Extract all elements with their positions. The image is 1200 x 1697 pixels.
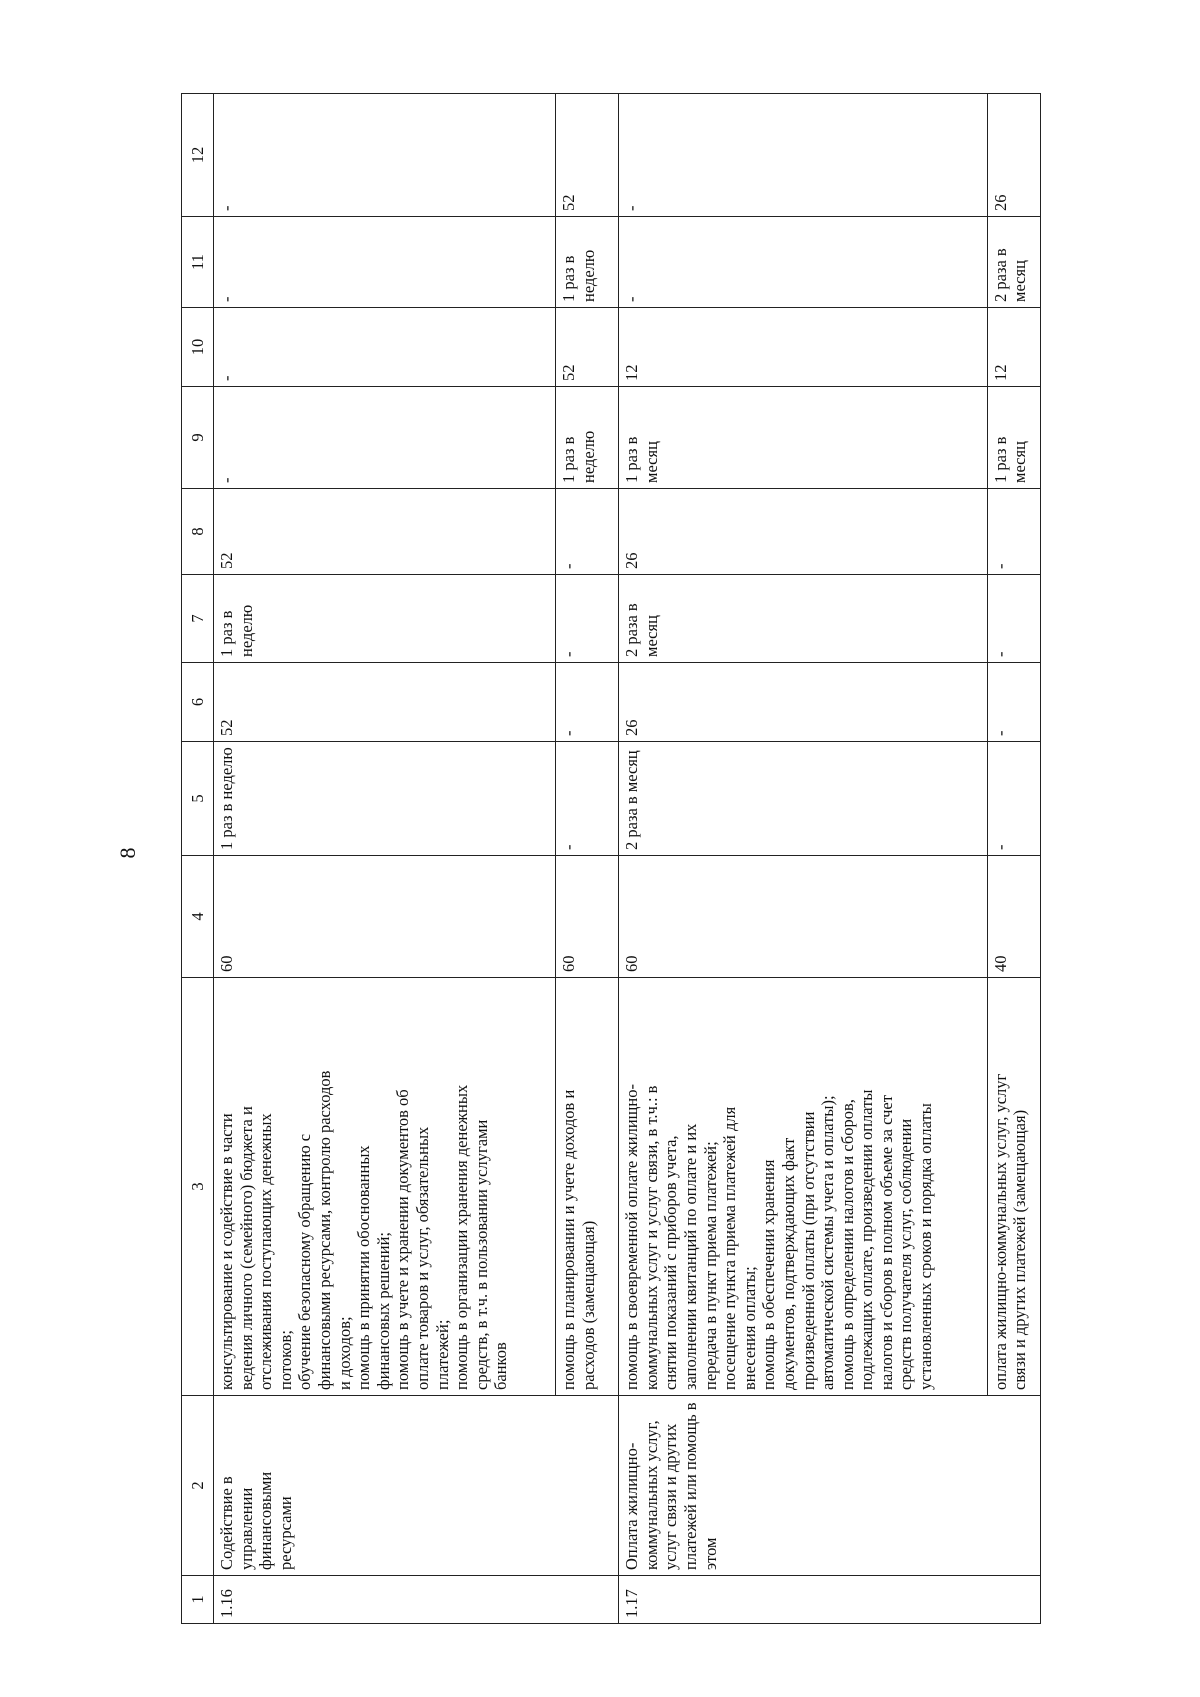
service-line: банков (491, 1342, 511, 1390)
cell-col-7: 1 раз в неделю (214, 575, 556, 663)
cell-col-8: 26 (619, 489, 988, 575)
row-number: 1.16 (214, 1576, 619, 1624)
service-line: посещение пункта приема платежей для (720, 1106, 740, 1390)
cell-col-6: - (556, 663, 619, 742)
service-line: помощь в определении налогов и сборов, (837, 1099, 857, 1390)
cell-col-7: - (556, 575, 619, 663)
service-line: расходов (замещающая) (578, 1220, 598, 1390)
service-line: и доходов; (334, 1316, 354, 1390)
cell-col-10: 12 (619, 308, 988, 387)
service-line: связи и других платежей (замещающая) (1010, 1109, 1030, 1390)
service-line: финансовых решений; (373, 1231, 393, 1390)
cell-col-4: 60 (214, 856, 556, 978)
cell-col-10: 52 (556, 308, 619, 387)
service-description (556, 978, 619, 1396)
service-line: коммунальных услуг и услуг связи, в т.ч.: в (641, 1085, 661, 1390)
row-number: 1.17 (619, 1576, 1041, 1624)
service-line: консультирование и содействие в части (217, 1113, 236, 1390)
header-row (182, 94, 214, 1624)
cell-col-9: 1 раз в неделю (556, 387, 619, 489)
cell-col-9: - (214, 387, 556, 489)
header-col-1: 1 (182, 1576, 214, 1624)
service-line: снятии показаний с приборов учета, (661, 1135, 681, 1390)
cell-col-5: - (987, 742, 1040, 856)
service-line: оплате товаров и услуг, обязательных (412, 1126, 432, 1390)
cell-col-5: 1 раз в неделю (214, 742, 556, 856)
cell-col-7: 2 раза в месяц (619, 575, 988, 663)
cell-col-5: 2 раза в месяц (619, 742, 988, 856)
service-line: помощь в своевременной оплате жилищно- (622, 1084, 642, 1390)
service-line: финансовыми ресурсами, контролю расходов (314, 1070, 334, 1390)
header-col-12: 12 (182, 94, 214, 217)
rotated-table-container (181, 94, 1041, 1624)
header-col-5: 5 (182, 742, 214, 856)
cell-col-8: - (556, 489, 619, 575)
cell-col-12: 52 (556, 94, 619, 217)
header-col-4: 4 (182, 856, 214, 978)
cell-col-5: - (556, 742, 619, 856)
service-line: автоматической системы учета и оплаты); (818, 1095, 838, 1390)
cell-col-11: - (619, 217, 988, 308)
table-row (987, 94, 1040, 1624)
cell-col-8: 52 (214, 489, 556, 575)
service-name: Оплата жилищно-коммунальных услуг, услуг связи и других платежей или помощь в этом (619, 1396, 1041, 1576)
header-col-11: 11 (182, 217, 214, 308)
cell-col-4: 60 (556, 856, 619, 978)
header-col-10: 10 (182, 308, 214, 387)
cell-col-11: 1 раз в неделю (556, 217, 619, 308)
service-line: обучение безопасному обращению с (295, 1133, 315, 1390)
cell-col-12: - (214, 94, 556, 217)
cell-col-7: - (987, 575, 1040, 663)
header-col-8: 8 (182, 489, 214, 575)
service-line: оплата жилищно-коммунальных услуг, услуг (990, 1073, 1010, 1390)
service-line: произведенной оплаты (при отсутствии (798, 1111, 818, 1390)
cell-col-10: - (214, 308, 556, 387)
cell-col-6: 26 (619, 663, 988, 742)
header-col-9: 9 (182, 387, 214, 489)
cell-col-10: 12 (987, 308, 1040, 387)
service-line: отслеживания поступающих денежных (256, 1113, 276, 1390)
service-line: налогов и сборов в полном объеме за счет (876, 1095, 896, 1390)
service-line: помощь в планировании и учете доходов и (559, 1089, 579, 1390)
service-line: помощь в обеспечении хранения (759, 1159, 779, 1390)
service-description (619, 978, 988, 1396)
service-line: средств получателя услуг, соблюдении (896, 1118, 916, 1390)
service-line: документов, подтверждающих факт (778, 1137, 798, 1390)
table-row (556, 94, 619, 1624)
service-line: установленных сроков и порядка оплаты (916, 1103, 936, 1390)
cell-col-6: 52 (214, 663, 556, 742)
service-line: платежей; (432, 1319, 452, 1390)
header-col-7: 7 (182, 575, 214, 663)
cell-col-11: - (214, 217, 556, 308)
cell-col-8: - (987, 489, 1040, 575)
service-line: заполнении квитанций по оплате и их (680, 1123, 700, 1390)
service-line: внесения оплаты; (739, 1266, 759, 1390)
service-line: подлежащих оплате, произведении оплаты (857, 1089, 877, 1390)
cell-col-12: - (619, 94, 988, 217)
header-col-2: 2 (182, 1396, 214, 1576)
services-table (181, 93, 1041, 1624)
service-line: помощь в принятии обоснованных (354, 1145, 374, 1390)
service-description (214, 978, 556, 1396)
cell-col-9: 1 раз в месяц (987, 387, 1040, 489)
table-row (214, 94, 556, 1624)
cell-col-12: 26 (987, 94, 1040, 217)
cell-col-4: 60 (619, 856, 988, 978)
service-description (987, 978, 1040, 1396)
cell-col-4: 40 (987, 856, 1040, 978)
header-col-3: 3 (182, 978, 214, 1396)
service-line: средств, в т.ч. в пользовании услугами (471, 1119, 491, 1390)
cell-col-11: 2 раза в месяц (987, 217, 1040, 308)
service-line: потоков; (275, 1330, 295, 1390)
cell-col-6: - (987, 663, 1040, 742)
service-line: ведения личного (семейного) бюджета и (236, 1106, 256, 1390)
cell-col-9: 1 раз в месяц (619, 387, 988, 489)
header-col-6: 6 (182, 663, 214, 742)
service-line: передача в пункт приема платежей; (700, 1141, 720, 1390)
table-row (619, 94, 988, 1624)
service-line: помощь в организации хранения денежных (452, 1084, 472, 1390)
service-name: Содействие в управлении финансовыми ресурсами (214, 1396, 619, 1576)
service-line: помощь в учете и хранении документов об (393, 1089, 413, 1390)
page-number: 8 (115, 847, 140, 859)
